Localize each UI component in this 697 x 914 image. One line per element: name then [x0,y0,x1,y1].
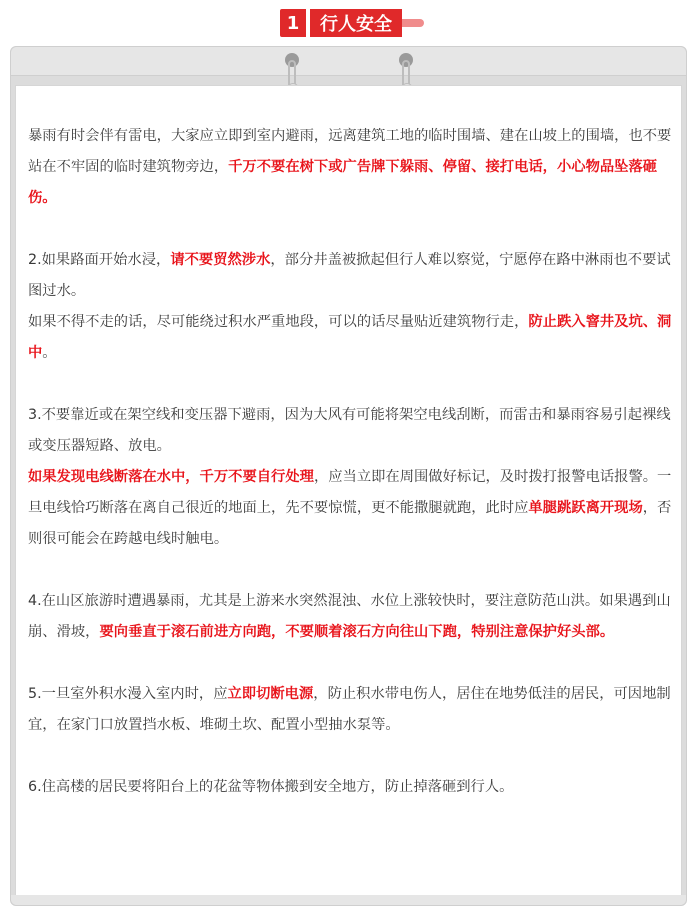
tip-line [28,245,673,307]
tip-line [28,400,673,462]
highlighted-text: 要向垂直于滚石前进方向跑，不要顺着滚石方向往山下跑，特别注意保护好头部。 [99,624,615,640]
notebook-frame [10,46,687,906]
body-text: ，部分井盖被掀起但行人难以察觉，宁愿停在路中淋雨也不要试图过水。 [28,252,671,299]
tip-line [28,772,673,803]
article-body [28,121,673,834]
highlighted-text: 如果发现电线断落在水中，千万不要自行处理 [28,469,314,485]
highlighted-text: 防止跌入窨井及坑、洞中 [28,314,672,361]
tip-line [28,307,673,369]
tip-line [28,121,673,214]
body-text: 如果不得不走的话，尽可能绕过积水严重地段，可以的话尽量贴近建筑物行走， [28,314,529,330]
tip-paragraph [28,121,673,214]
highlighted-text: 单腿跳跃离开现场 [528,500,643,516]
tip-paragraph [28,772,673,803]
tip-line [28,462,673,555]
highlighted-text: 立即切断电源 [227,686,314,702]
section-header [0,0,697,46]
notebook-bottom-bar [11,895,686,905]
notebook-paper [15,85,682,897]
tip-paragraph [28,400,673,555]
body-text: 6.住高楼的居民要将阳台上的花盆等物体搬到安全地方，防止掉落砸到行人。 [28,779,514,795]
tip-paragraph [28,245,673,369]
section-title: 行人安全 [310,9,402,37]
body-text: 5.一旦室外积水漫入室内时，应 [28,686,228,702]
body-text: 4.在山区旅游时遭遇暴雨，尤其是上游来水突然混浊、水位上涨较快时，要注意防范山洪。如果遇到山崩、滑坡， [28,593,671,640]
body-text: 2.如果路面开始水浸， [28,252,171,268]
highlighted-text: 请不要贸然涉水 [170,252,271,268]
highlighted-text: 千万不要在树下或广告牌下躲雨、停留、接打电话，小心物品坠落砸伤。 [28,159,658,206]
tip-line [28,586,673,648]
section-badge [280,9,424,37]
tip-paragraph [28,586,673,648]
body-text: ，否则很可能会在跨越电线时触电。 [28,500,672,547]
body-text: ，防止积水带电伤人，居住在地势低洼的居民，可因地制宜，在家门口放置挡水板、堆砌土坎、配置小型抽水泵等。 [28,686,671,733]
badge-tail-decoration [402,19,424,27]
body-text: 暴雨有时会伴有雷电，大家应立即到室内避雨，远离建筑工地的临时围墙、建在山坡上的围墙，也不要站在不牢固的临时建筑物旁边， [28,128,672,175]
tip-line [28,679,673,741]
body-text: ，应当立即在周围做好标记，及时拨打报警电话报警。一旦电线恰巧断落在离自己很近的地面上，先不要惊慌，更不能撒腿就跑，此时应 [28,469,672,516]
body-text: 3.不要靠近或在架空线和变压器下避雨，因为大风有可能将架空电线刮断，而雷击和暴雨容易引起裸线或变压器短路、放电。 [28,407,671,454]
tip-paragraph [28,679,673,741]
body-text: 。 [42,345,57,361]
section-number: 1 [280,9,306,37]
notebook-top-bar [11,47,686,76]
